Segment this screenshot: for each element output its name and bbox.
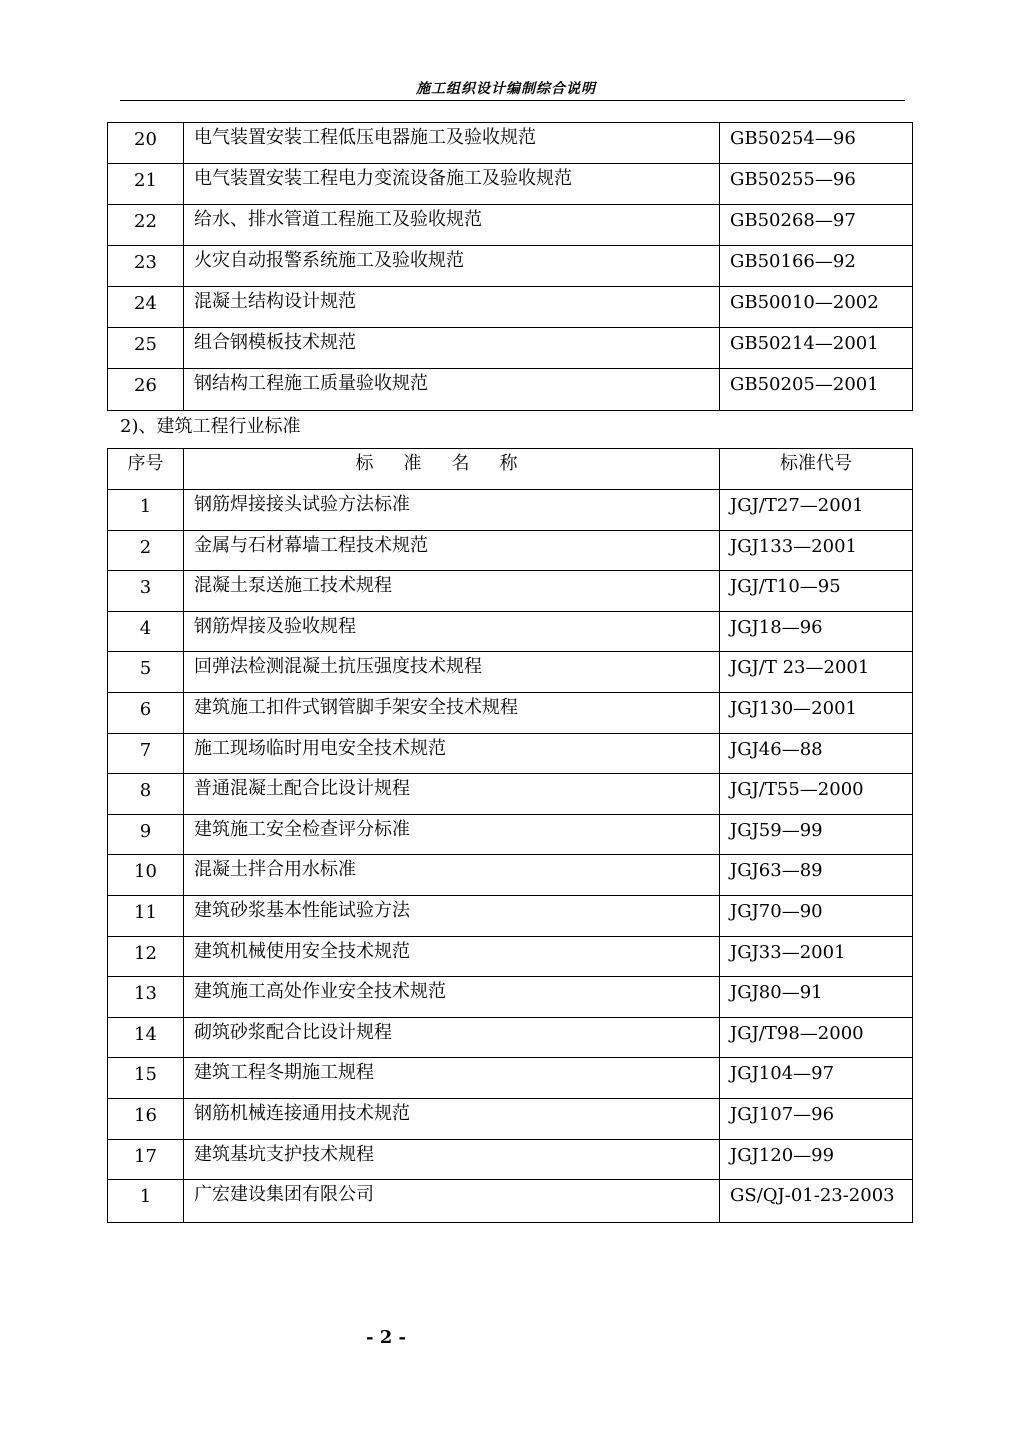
standard-name: 钢筋焊接接头试验方法标准	[184, 490, 720, 531]
standard-code: JGJ120—99	[720, 1139, 913, 1180]
standard-name: 砌筑砂浆配合比设计规程	[184, 1017, 720, 1058]
table-row	[108, 855, 913, 896]
row-number: 8	[108, 774, 184, 815]
standard-name: 回弹法检测混凝土抗压强度技术规程	[184, 652, 720, 693]
row-number: 26	[108, 369, 184, 411]
standard-name: 电气装置安装工程低压电器施工及验收规范	[184, 123, 720, 164]
table-row	[108, 733, 913, 774]
standard-name: 建筑施工扣件式钢管脚手架安全技术规程	[184, 692, 720, 733]
standard-name: 建筑施工高处作业安全技术规范	[184, 977, 720, 1018]
table-row	[108, 328, 913, 369]
row-number: 15	[108, 1058, 184, 1099]
table-row	[108, 1180, 913, 1223]
table-row	[108, 1098, 913, 1139]
standard-name: 混凝土结构设计规范	[184, 287, 720, 328]
standard-name: 金属与石材幕墙工程技术规范	[184, 530, 720, 571]
standard-code: JGJ70—90	[720, 895, 913, 936]
row-number: 11	[108, 895, 184, 936]
standard-code: JGJ18—96	[720, 611, 913, 652]
row-number: 25	[108, 328, 184, 369]
row-number: 5	[108, 652, 184, 693]
table-header-row	[108, 449, 913, 490]
standard-code: JGJ104—97	[720, 1058, 913, 1099]
standard-name: 普通混凝土配合比设计规程	[184, 774, 720, 815]
standard-code: JGJ/T27—2001	[720, 490, 913, 531]
row-number: 17	[108, 1139, 184, 1180]
standard-code: JGJ/T 23—2001	[720, 652, 913, 693]
table-row	[108, 977, 913, 1018]
standard-code: GB50268—97	[720, 205, 913, 246]
standard-code: JGJ80—91	[720, 977, 913, 1018]
standards-table-national	[107, 122, 913, 411]
table-row	[108, 530, 913, 571]
standard-code: GS/QJ-01-23-2003	[720, 1180, 913, 1223]
section-title: 2)、建筑工程行业标准	[120, 416, 301, 437]
standard-name: 建筑砂浆基本性能试验方法	[184, 895, 720, 936]
table-row	[108, 1017, 913, 1058]
standard-name: 建筑机械使用安全技术规范	[184, 936, 720, 977]
standard-code: JGJ130—2001	[720, 692, 913, 733]
row-number: 3	[108, 571, 184, 612]
standard-code: JGJ63—89	[720, 855, 913, 896]
standard-name: 施工现场临时用电安全技术规范	[184, 733, 720, 774]
row-number: 10	[108, 855, 184, 896]
row-number: 16	[108, 1098, 184, 1139]
standard-code: JGJ33—2001	[720, 936, 913, 977]
row-number: 24	[108, 287, 184, 328]
row-number: 7	[108, 733, 184, 774]
row-number: 1	[108, 490, 184, 531]
standard-name: 钢筋焊接及验收规程	[184, 611, 720, 652]
standard-code: JGJ/T55—2000	[720, 774, 913, 815]
row-number: 9	[108, 814, 184, 855]
standard-code: JGJ46—88	[720, 733, 913, 774]
standard-name: 火灾自动报警系统施工及验收规范	[184, 246, 720, 287]
table-row	[108, 611, 913, 652]
table-row	[108, 571, 913, 612]
table-row	[108, 369, 913, 411]
table-row	[108, 1058, 913, 1099]
table-row	[108, 246, 913, 287]
column-header-code: 标准代号	[720, 449, 913, 490]
row-number: 23	[108, 246, 184, 287]
standard-code: GB50214—2001	[720, 328, 913, 369]
row-number: 1	[108, 1180, 184, 1223]
table-row	[108, 774, 913, 815]
row-number: 4	[108, 611, 184, 652]
standard-code: JGJ133—2001	[720, 530, 913, 571]
standard-name: 给水、排水管道工程施工及验收规范	[184, 205, 720, 246]
page-number: - 2 -	[366, 1327, 406, 1348]
row-number: 2	[108, 530, 184, 571]
table-row	[108, 936, 913, 977]
table-row	[108, 287, 913, 328]
row-number: 22	[108, 205, 184, 246]
table-row	[108, 490, 913, 531]
row-number: 13	[108, 977, 184, 1018]
standard-name: 建筑施工安全检查评分标准	[184, 814, 720, 855]
standard-code: GB50010—2002	[720, 287, 913, 328]
standard-name: 广宏建设集团有限公司	[184, 1180, 720, 1223]
standard-code: JGJ/T10—95	[720, 571, 913, 612]
table-row	[108, 205, 913, 246]
standard-code: GB50166—92	[720, 246, 913, 287]
table-row	[108, 652, 913, 693]
standard-code: GB50255—96	[720, 164, 913, 205]
standard-name: 建筑工程冬期施工规程	[184, 1058, 720, 1099]
table-row	[108, 692, 913, 733]
table-row	[108, 814, 913, 855]
header-divider	[120, 100, 905, 101]
table-row	[108, 123, 913, 164]
row-number: 14	[108, 1017, 184, 1058]
standards-table-industry	[107, 448, 913, 1223]
row-number: 12	[108, 936, 184, 977]
standard-name: 电气装置安装工程电力变流设备施工及验收规范	[184, 164, 720, 205]
row-number: 21	[108, 164, 184, 205]
standard-code: GB50254—96	[720, 123, 913, 164]
standard-name: 组合钢模板技术规范	[184, 328, 720, 369]
standard-code: JGJ/T98—2000	[720, 1017, 913, 1058]
standard-name: 钢筋机械连接通用技术规范	[184, 1098, 720, 1139]
standard-name: 建筑基坑支护技术规程	[184, 1139, 720, 1180]
column-header-name: 标准名称	[184, 449, 720, 490]
standard-name: 钢结构工程施工质量验收规范	[184, 369, 720, 411]
standard-code: JGJ59—99	[720, 814, 913, 855]
table-row	[108, 895, 913, 936]
standard-name: 混凝土拌合用水标准	[184, 855, 720, 896]
standard-code: JGJ107—96	[720, 1098, 913, 1139]
table-row	[108, 1139, 913, 1180]
table-row	[108, 164, 913, 205]
row-number: 6	[108, 692, 184, 733]
row-number: 20	[108, 123, 184, 164]
page-header-title: 施工组织设计编制综合说明	[416, 81, 596, 97]
standard-name: 混凝土泵送施工技术规程	[184, 571, 720, 612]
standard-code: GB50205—2001	[720, 369, 913, 411]
column-header-number: 序号	[108, 449, 184, 490]
